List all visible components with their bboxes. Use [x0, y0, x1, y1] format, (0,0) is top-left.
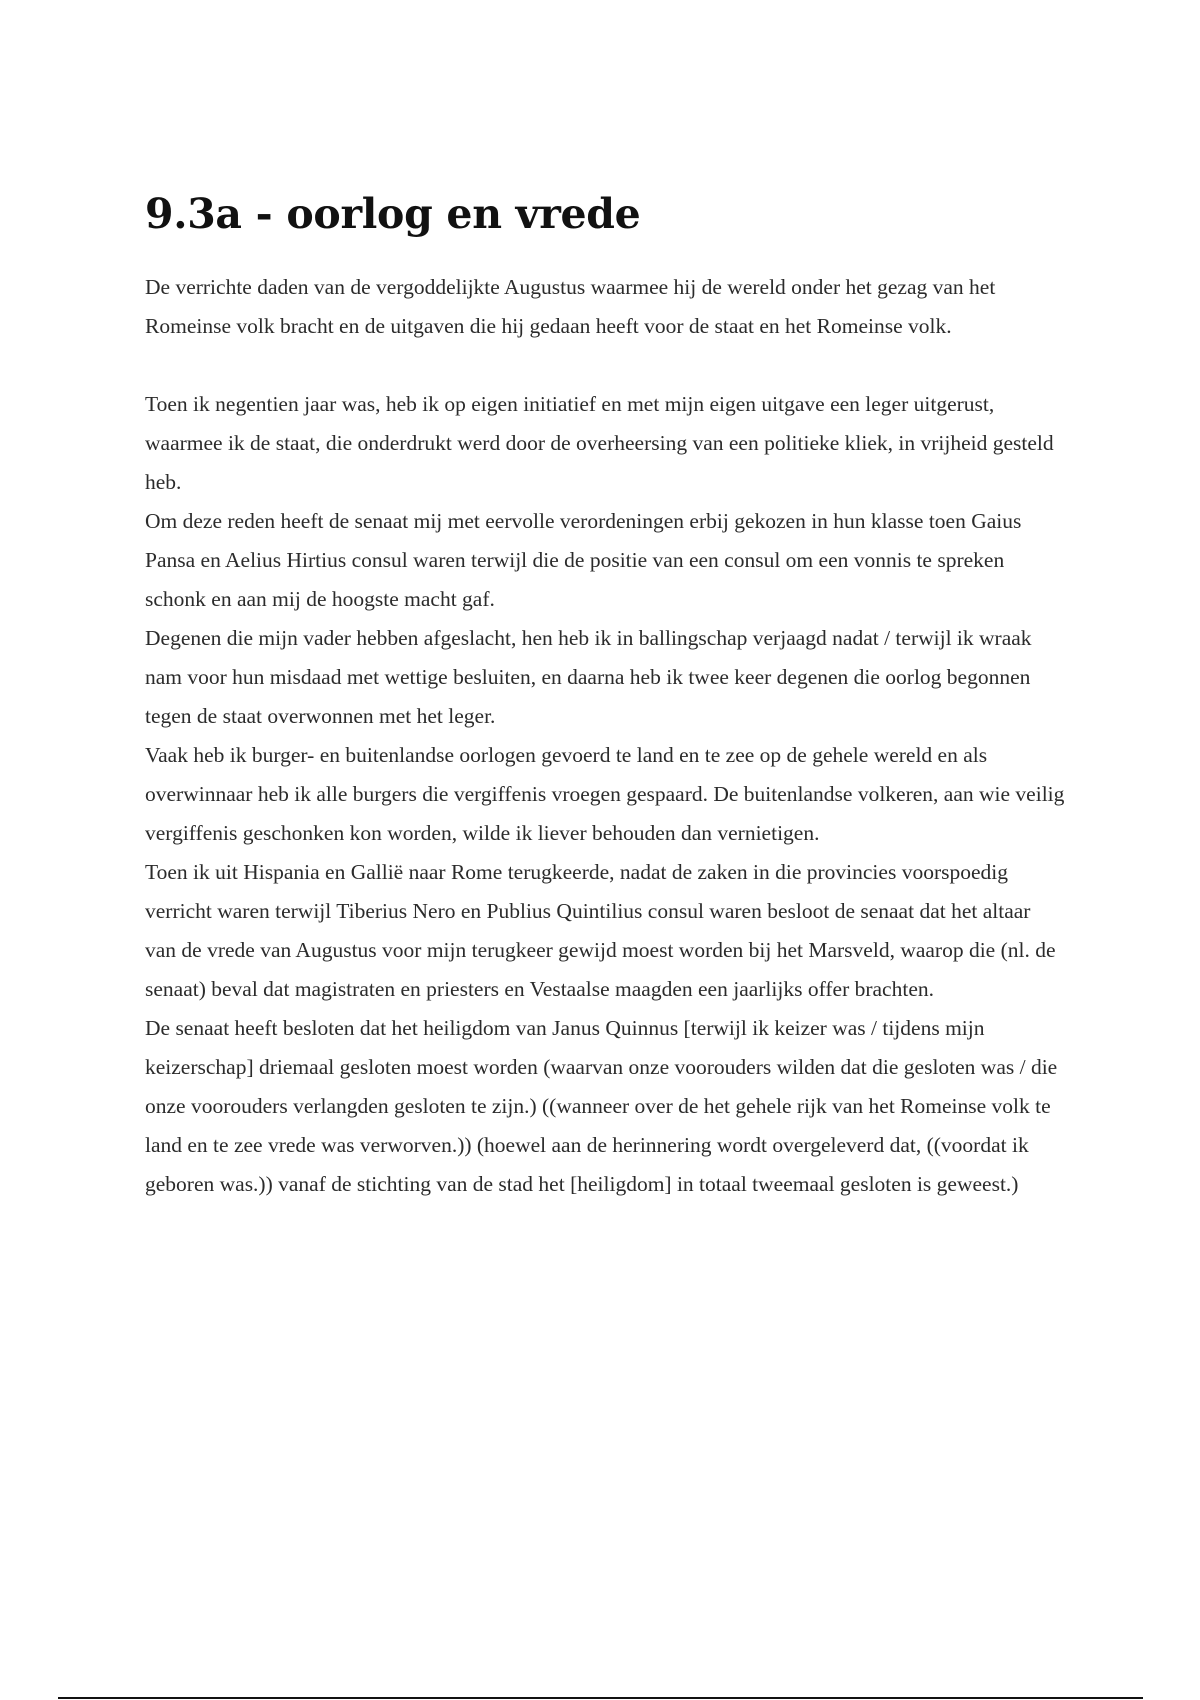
document-body: [145, 268, 1065, 1204]
paragraph: De senaat heeft besloten dat het heiligdom van Janus Quinnus [terwijl ik keizer was / tijdens mijn keizerschap] driemaal gesloten moest worden (waarvan onze voorouders wilden dat die gesloten was / die onze voorouders verlangden gesloten te zijn.) ((wanneer over de het gehele rijk van het Romeinse volk te land en te zee vrede was verworven.)) (hoewel aan de herinnering wordt overgeleverd dat, ((voordat ik geboren was.)) vanaf de stichting van de stad het [heiligdom] in totaal tweemaal gesloten is geweest.): [145, 1016, 1058, 1196]
paragraph: Om deze reden heeft de senaat mij met eervolle verordeningen erbij gekozen in hun klasse toen Gaius Pansa en Aelius Hirtius consul waren terwijl die de positie van een consul om een vonnis te spreken schonk en aan mij de hoogste macht gaf.: [145, 509, 1022, 611]
paragraph: Vaak heb ik burger- en buitenlandse oorlogen gevoerd te land en te zee op de gehele wereld en als overwinnaar heb ik alle burgers die vergiffenis vroegen gespaard. De buitenlandse volkeren, aan wie veilig vergiffenis geschonken kon worden, wilde ik liever behouden dan vernietigen.: [145, 743, 1065, 845]
page-title: 9.3a - oorlog en vrede: [145, 190, 641, 238]
footer-divider: [58, 1697, 1143, 1699]
paragraph: Degenen die mijn vader hebben afgeslacht, hen heb ik in ballingschap verjaagd nadat / terwijl ik wraak nam voor hun misdaad met wettige besluiten, en daarna heb ik twee keer degenen die oorlog begonnen tegen de staat overwonnen met het leger.: [145, 626, 1032, 728]
paragraph: Toen ik uit Hispania en Gallië naar Rome terugkeerde, nadat de zaken in die provincies voorspoedig verricht waren terwijl Tiberius Nero en Publius Quintilius consul waren besloot de senaat dat het altaar van de vrede van Augustus voor mijn terugkeer gewijd moest worden bij het Marsveld, waarop die (nl. de senaat) beval dat magistraten en priesters en Vestaalse maagden een jaarlijks offer brachten.: [145, 860, 1056, 1001]
paragraph-spacer: [145, 346, 1065, 385]
intro-paragraph: De verrichte daden van de vergoddelijkte Augustus waarmee hij de wereld onder het gezag van het Romeinse volk bracht en de uitgaven die hij gedaan heeft voor de staat en het Romeinse volk.: [145, 275, 996, 338]
paragraph: Toen ik negentien jaar was, heb ik op eigen initiatief en met mijn eigen uitgave een leger uitgerust, waarmee ik de staat, die onderdrukt werd door de overheersing van een politieke kliek, in vrijheid gesteld heb.: [145, 392, 1054, 494]
